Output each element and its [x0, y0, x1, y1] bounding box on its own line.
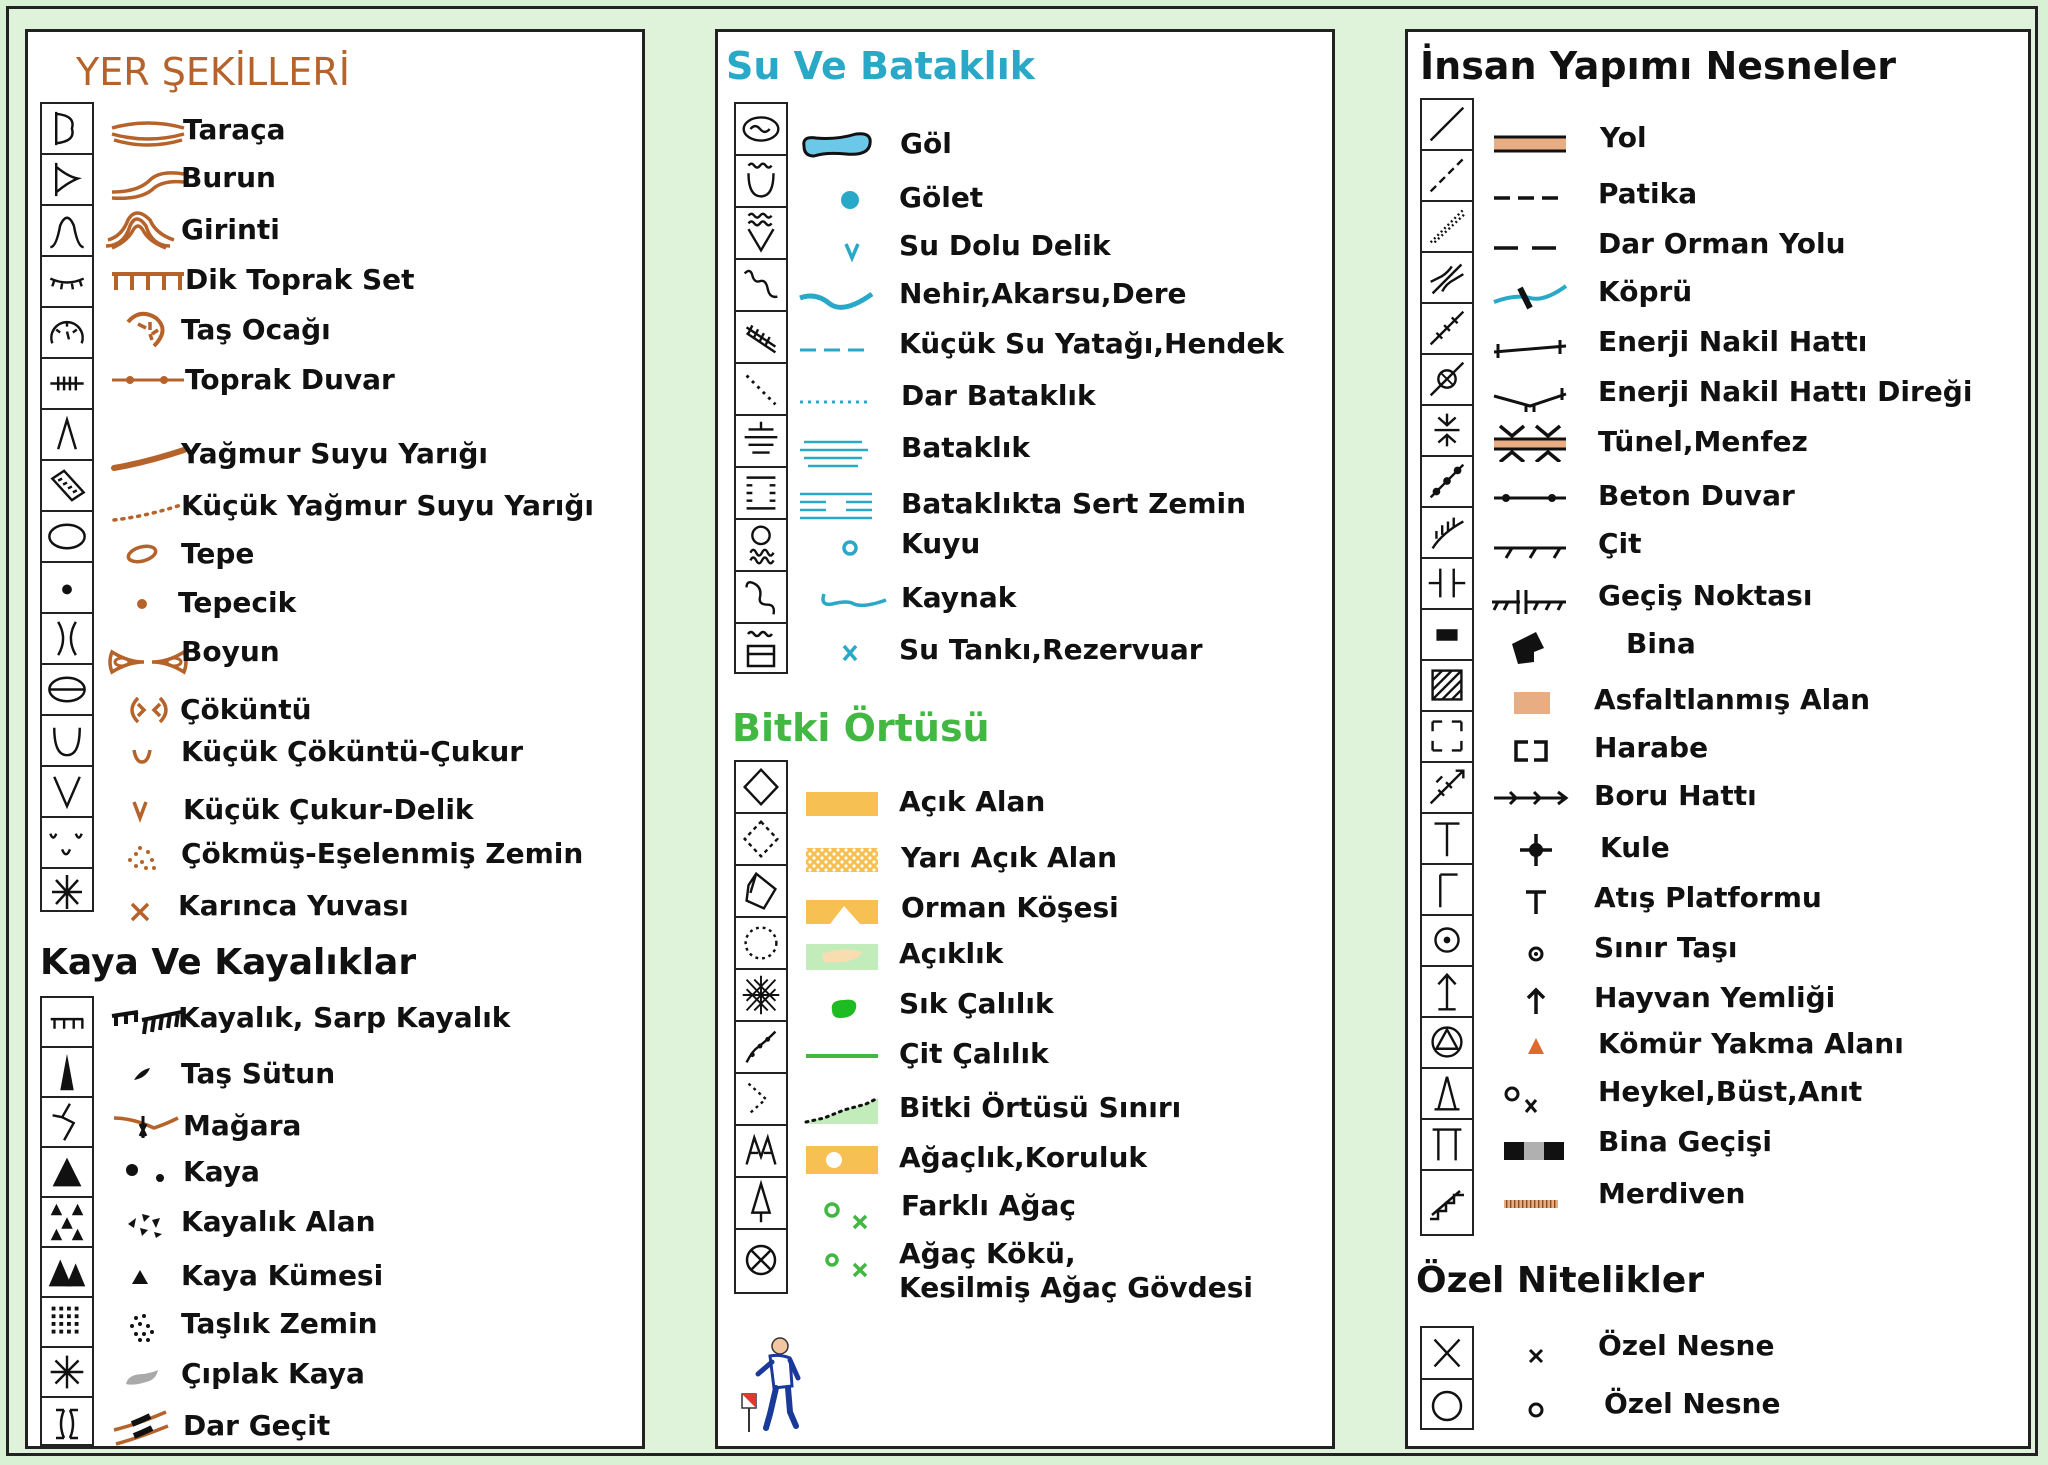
- label-heykel-bust-anit: Heykel,Büst,Anıt: [1598, 1075, 1863, 1108]
- charcoal-burning-icon: [1508, 1028, 1588, 1068]
- label-ciplak-kaya: Çıplak Kaya: [181, 1357, 365, 1390]
- descr-crossing-point-icon: [1422, 559, 1472, 610]
- label-farkli-agac: Farklı Ağaç: [901, 1189, 1076, 1222]
- label-hayvan-yemligi: Hayvan Yemliği: [1594, 981, 1836, 1014]
- label-dar-bataklik: Dar Bataklık: [901, 379, 1096, 412]
- special-description-column: [1420, 1326, 1474, 1430]
- earth-wall-icon: [108, 360, 188, 400]
- label-bitki-ortusu-siniri: Bitki Örtüsü Sınırı: [899, 1091, 1182, 1124]
- spring-icon: [814, 580, 894, 620]
- cliff-icon: [108, 1004, 188, 1044]
- descr-spring-icon: [736, 572, 786, 624]
- descr-bridge-icon: [1422, 253, 1472, 304]
- label-kopru: Köprü: [1598, 275, 1693, 308]
- label-cit-calilik: Çit Çalılık: [899, 1037, 1049, 1070]
- stone-wall-icon: [1490, 478, 1570, 518]
- label-taslik-zemin: Taşlık Zemin: [181, 1307, 378, 1340]
- descr-small-depression-icon: [42, 716, 92, 767]
- descr-stream-icon: [736, 260, 786, 312]
- label-merdiven: Merdiven: [1598, 1177, 1746, 1210]
- label-kaya-kumesi: Kaya Kümesi: [181, 1259, 384, 1292]
- label-sinir-tasi: Sınır Taşı: [1594, 931, 1738, 964]
- descr-earth-wall-icon: [42, 359, 92, 410]
- section-title-insan: İnsan Yapımı Nesneler: [1420, 44, 1897, 88]
- label-tas-sutun: Taş Sütun: [181, 1057, 336, 1090]
- section-title-bitki: Bitki Örtüsü: [732, 706, 990, 750]
- label-gol: Göl: [900, 127, 952, 160]
- label-bina-gecisi: Bina Geçişi: [1598, 1125, 1772, 1158]
- label-patika: Patika: [1598, 177, 1698, 210]
- label-karinca-yuvasi: Karınca Yuvası: [178, 889, 409, 922]
- descr-special-o-icon: [1422, 1380, 1472, 1432]
- descr-re-entrant-icon: [42, 206, 92, 257]
- label-kucuk-cukur-delik: Küçük Çukur-Delik: [183, 793, 474, 826]
- descr-forest-corner-icon: [736, 866, 786, 918]
- label-agaclik-koruluk: Ağaçlık,Koruluk: [899, 1141, 1147, 1174]
- descr-thicket-icon: [736, 970, 786, 1022]
- descr-charcoal-icon: [1422, 1018, 1472, 1069]
- label-kucuk-cokuntu-cukur: Küçük Çöküntü-Çukur: [181, 735, 524, 768]
- label-kayalik-alan: Kayalık Alan: [181, 1205, 376, 1238]
- label-toprak-duvar: Toprak Duvar: [185, 363, 395, 396]
- ditch-icon: [796, 330, 876, 370]
- descr-saddle-icon: [42, 614, 92, 665]
- special-item-o-icon: [1508, 1390, 1588, 1430]
- descr-ride-icon: [1422, 202, 1472, 253]
- section-title-yer-sekilleri: YER ŞEKİLLERİ: [76, 50, 350, 94]
- distinct-tree-icon: [818, 1196, 898, 1236]
- descr-boulder-icon: [42, 1148, 92, 1198]
- descr-semi-open-icon: [736, 814, 786, 866]
- descr-building-icon: [1422, 610, 1472, 661]
- descr-well-icon: [736, 520, 786, 572]
- descr-stone-wall-icon: [1422, 457, 1472, 508]
- ruin-icon: [1508, 730, 1588, 770]
- descr-marsh-icon: [736, 416, 786, 468]
- descr-water-tank-icon: [736, 624, 786, 676]
- fence-icon: [1490, 528, 1570, 568]
- descr-boulder-cluster-icon: [42, 1248, 92, 1298]
- boundary-stone-icon: [1508, 932, 1588, 972]
- label-atis-platformu: Atış Platformu: [1594, 881, 1822, 914]
- descr-paved-area-icon: [1422, 661, 1472, 712]
- descr-pipeline-icon: [1422, 763, 1472, 814]
- panel-water-vegetation: [715, 29, 1335, 1449]
- label-asfaltlanmis-alan: Asfaltlanmış Alan: [1594, 683, 1871, 716]
- label-kaynak: Kaynak: [901, 581, 1017, 614]
- descr-power-line-icon: [1422, 304, 1472, 355]
- building-icon: [1508, 626, 1588, 666]
- descr-broken-ground-icon: [42, 818, 92, 869]
- section-title-ozel: Özel Nitelikler: [1416, 1260, 1705, 1301]
- descr-cave-icon: [42, 1098, 92, 1148]
- descr-boundary-stone-icon: [1422, 916, 1472, 967]
- marsh-icon: [796, 432, 876, 472]
- label-burun: Burun: [181, 161, 276, 194]
- descr-monument-icon: [1422, 1069, 1472, 1120]
- label-kucuk-su-yatagi: Küçük Su Yatağı,Hendek: [899, 327, 1285, 360]
- stairway-icon: [1498, 1184, 1578, 1224]
- pipeline-icon: [1490, 778, 1570, 818]
- power-line-icon: [1490, 328, 1570, 368]
- water-description-column: [734, 102, 788, 674]
- bridge-icon: [1490, 276, 1570, 316]
- descr-terrace-icon: [42, 104, 92, 155]
- vegetation-description-column: [734, 760, 788, 1294]
- firm-ground-marsh-icon: [796, 486, 876, 526]
- label-dar-orman-yolu: Dar Orman Yolu: [1598, 227, 1846, 260]
- label-kule: Kule: [1600, 831, 1670, 864]
- descr-small-knoll-icon: [42, 563, 92, 614]
- earth-bank-icon: [108, 262, 188, 302]
- semi-open-land-icon: [804, 840, 884, 880]
- fodder-rack-icon: [1508, 980, 1588, 1020]
- label-yari-acik-alan: Yarı Açık Alan: [901, 841, 1118, 874]
- label-cokmus-eselenmis-zemin: Çökmüş-Eşelenmiş Zemin: [181, 837, 584, 870]
- descr-distinct-tree-icon: [736, 1178, 786, 1230]
- forest-corner-icon: [804, 892, 884, 932]
- label-yagmur-suyu-yarigi: Yağmur Suyu Yarığı: [181, 437, 488, 470]
- descr-narrow-marsh-icon: [736, 364, 786, 416]
- label-kucuk-yagmur-suyu-yarigi: Küçük Yağmur Suyu Yarığı: [181, 489, 595, 522]
- section-title-su: Su Ve Bataklık: [726, 44, 1035, 88]
- descr-track-icon: [1422, 151, 1472, 202]
- panel-man-made-special: [1405, 29, 2031, 1449]
- descr-stairway-icon: [1422, 1171, 1472, 1238]
- vegetation-boundary-icon: [804, 1088, 884, 1128]
- descr-small-gully-icon: [42, 461, 92, 512]
- label-tunel-menfez: Tünel,Menfez: [1598, 425, 1808, 458]
- label-girinti: Girinti: [181, 213, 280, 246]
- tunnel-icon: [1490, 422, 1570, 462]
- descr-pit-icon: [42, 767, 92, 818]
- label-cokuntu: Çöküntü: [180, 693, 312, 726]
- label-su-tanki: Su Tankı,Rezervuar: [899, 633, 1203, 666]
- descr-earth-bank-icon: [42, 257, 92, 308]
- descr-veg-boundary-icon: [736, 1074, 786, 1126]
- descr-bare-rock-icon: [42, 1348, 92, 1398]
- shooting-platform-icon: [1508, 882, 1588, 922]
- descr-open-land-icon: [736, 762, 786, 814]
- label-tas-ocagi: Taş Ocağı: [181, 313, 331, 346]
- tower-icon: [1508, 830, 1588, 870]
- label-dik-toprak-set: Dik Toprak Set: [185, 263, 415, 296]
- label-kayalik-sarp-kayalik: Kayalık, Sarp Kayalık: [178, 1001, 511, 1034]
- label-nehir: Nehir,Akarsu,Dere: [899, 277, 1187, 310]
- label-enerji-nakil-hatti-diregi: Enerji Nakil Hattı Direği: [1598, 375, 1973, 408]
- descr-water-hole-icon: [736, 208, 786, 260]
- label-boyun: Boyun: [181, 635, 280, 668]
- label-ozel-nesne-o: Özel Nesne: [1604, 1387, 1781, 1420]
- label-harabe: Harabe: [1594, 731, 1709, 764]
- saddle-icon: [108, 642, 188, 682]
- cave-icon: [108, 1106, 188, 1146]
- track-icon: [1490, 178, 1570, 218]
- label-acik-alan: Açık Alan: [899, 785, 1046, 818]
- orienteering-runner-figure: [734, 1334, 804, 1434]
- road-icon: [1490, 124, 1570, 164]
- descr-ruin-icon: [1422, 712, 1472, 763]
- terrace-icon: [108, 116, 188, 156]
- open-land-icon: [804, 784, 884, 824]
- label-su-dolu-delik: Su Dolu Delik: [899, 229, 1111, 262]
- label-dar-gecit: Dar Geçit: [183, 1409, 331, 1442]
- power-pylon-icon: [1490, 378, 1570, 418]
- label-bataklikta-sert-zemin: Bataklıkta Sert Zemin: [901, 487, 1247, 520]
- label-agac-koku: Ağaç Kökü,: [899, 1237, 1076, 1270]
- rock-description-column: [40, 996, 94, 1446]
- descr-knoll-icon: [42, 512, 92, 563]
- descr-pond-icon: [736, 156, 786, 208]
- descr-building-pass-icon: [1422, 1120, 1472, 1171]
- label-ozel-nesne-x: Özel Nesne: [1598, 1329, 1775, 1362]
- narrow-marsh-icon: [796, 382, 876, 422]
- paved-area-icon: [1508, 682, 1588, 722]
- label-beton-duvar: Beton Duvar: [1598, 479, 1795, 512]
- descr-lake-icon: [736, 104, 786, 156]
- descr-boulder-field-icon: [42, 1198, 92, 1248]
- label-boru-hatti: Boru Hattı: [1594, 779, 1757, 812]
- stream-icon: [796, 282, 876, 322]
- small-gully-icon: [108, 490, 188, 530]
- copse-icon: [804, 1140, 884, 1180]
- descr-special-x-icon: [1422, 1328, 1472, 1380]
- label-taraca: Taraça: [183, 113, 286, 146]
- descr-tree-stump-icon: [736, 1230, 786, 1296]
- building-pass-icon: [1498, 1130, 1578, 1170]
- legend-sheet: [6, 6, 2038, 1456]
- ride-icon: [1490, 228, 1570, 268]
- descr-narrow-passage-icon: [42, 1398, 92, 1448]
- label-bina: Bina: [1626, 627, 1696, 660]
- descr-cliff-icon: [42, 998, 92, 1048]
- descr-pylon-icon: [1422, 355, 1472, 406]
- descr-ditch-icon: [736, 312, 786, 364]
- label-tepecik: Tepecik: [178, 586, 297, 619]
- description-symbol-column: [40, 102, 94, 912]
- thicket-icon: [818, 988, 898, 1028]
- descr-hedge-icon: [736, 1022, 786, 1074]
- descr-firm-marsh-icon: [736, 468, 786, 520]
- descr-fodder-rack-icon: [1422, 967, 1472, 1018]
- label-orman-kosesi: Orman Köşesi: [901, 891, 1119, 924]
- label-kuyu: Kuyu: [901, 527, 981, 560]
- clearing-icon: [804, 936, 884, 976]
- descr-fence-icon: [1422, 508, 1472, 559]
- descr-road-icon: [1422, 100, 1472, 151]
- descr-stony-ground-icon: [42, 1298, 92, 1348]
- re-entrant-icon: [104, 210, 184, 250]
- descr-copse-icon: [736, 1126, 786, 1178]
- label-enerji-nakil-hatti: Enerji Nakil Hattı: [1598, 325, 1868, 358]
- man-made-description-column: [1420, 98, 1474, 1236]
- descr-tower-icon: [1422, 814, 1472, 865]
- descr-depression-icon: [42, 665, 92, 716]
- label-gecis-noktasi: Geçiş Noktası: [1598, 579, 1813, 612]
- descr-spur-icon: [42, 155, 92, 206]
- label-aciklik: Açıklık: [899, 937, 1004, 970]
- label-tepe: Tepe: [181, 537, 255, 570]
- lake-icon: [796, 126, 876, 166]
- tree-stump-icon: [818, 1246, 898, 1286]
- panel-landforms-rocks: [25, 29, 645, 1449]
- special-item-x-icon: [1508, 1336, 1588, 1376]
- descr-shooting-platform-icon: [1422, 865, 1472, 916]
- descr-rock-pillar-icon: [42, 1048, 92, 1098]
- label-yol: Yol: [1600, 121, 1647, 154]
- monument-icon: [1498, 1080, 1578, 1120]
- section-title-kaya: Kaya Ve Kayalıklar: [40, 942, 417, 983]
- crossing-point-icon: [1490, 580, 1570, 620]
- hedge-icon: [804, 1036, 884, 1076]
- label-bataklik: Bataklık: [901, 431, 1030, 464]
- erosion-gully-icon: [108, 438, 188, 478]
- narrow-passage-icon: [108, 1408, 188, 1448]
- label-sik-calilik: Sık Çalılık: [899, 987, 1054, 1020]
- label-kaya: Kaya: [183, 1155, 260, 1188]
- descr-ant-hill-icon: [42, 869, 92, 914]
- label-komur-yakma-alani: Kömür Yakma Alanı: [1598, 1027, 1904, 1060]
- descr-tunnel-icon: [1422, 406, 1472, 457]
- label-magara: Mağara: [183, 1109, 302, 1142]
- spur-icon: [108, 166, 188, 206]
- descr-gully-icon: [42, 410, 92, 461]
- knoll-icon: [112, 534, 192, 574]
- descr-quarry-icon: [42, 308, 92, 359]
- label-golet: Gölet: [899, 181, 984, 214]
- label-kesilmis-agac-govdesi: Kesilmiş Ağaç Gövdesi: [899, 1271, 1253, 1304]
- label-cit: Çit: [1598, 527, 1642, 560]
- descr-clearing-icon: [736, 918, 786, 970]
